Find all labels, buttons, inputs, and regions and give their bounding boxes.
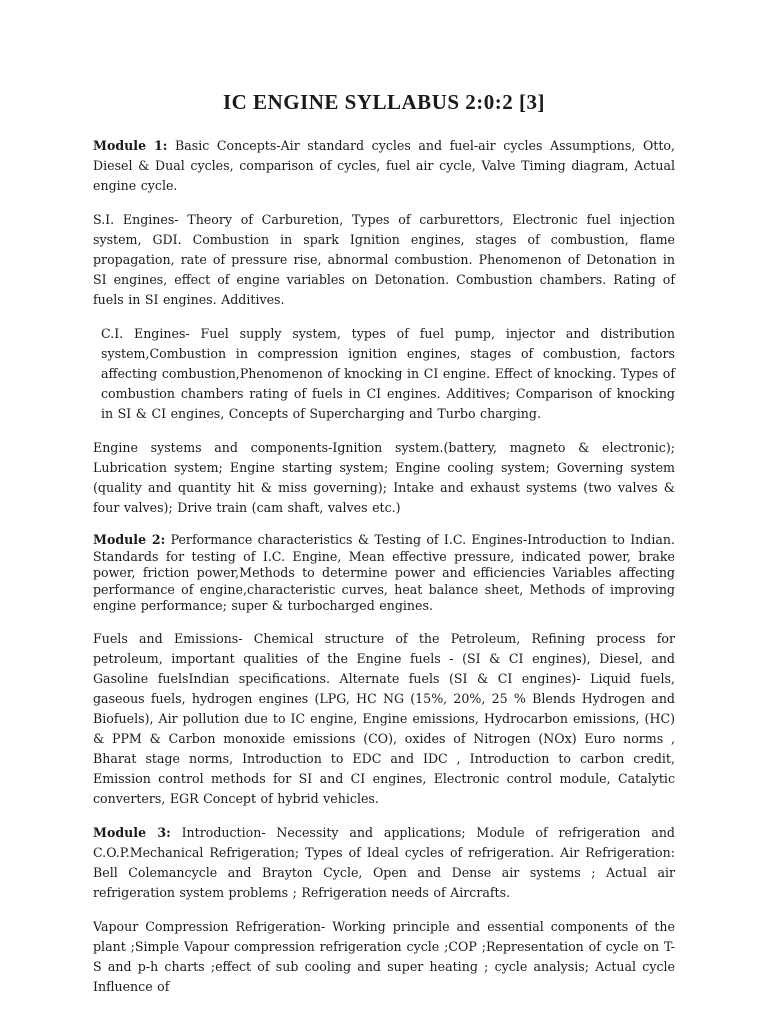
- paragraph-text: Fuels and Emissions- Chemical structure of the Petroleum, Refining process for petroleum, important qualities of the Engine fuels - (SI & CI engines), Diesel, and Gasoline fuelsIndian specifications. Alternate fuels (SI & CI engines)- Liquid fuels, gaseous fuels, hydrogen engines (LPG, HC NG (15%, 20%, 25 % Blends Hydrogen and Biofuels), Air pollution due to IC engine, Engine emissions, Hydrocarbon emissions, (HC) & PPM & Carbon monoxide emissions (CO), oxides of Nitrogen (NOx) Euro norms , Bharat stage norms, Introduction to EDC and IDC , Introduction to carbon credit, Emission control methods for SI and CI engines, Electronic control module, Catalytic converters, EGR Concept of hybrid vehicles.: [93, 630, 675, 806]
- paragraph-text: C.I. Engines- Fuel supply system, types of fuel pump, injector and distribution system,Combustion in compression ignition engines, stages of combustion, factors affecting combustion,Phenomenon of knocking in CI engine. Effect of knocking. Types of combustion chambers rating of fuels in CI engines. Additives; Comparison of knocking in SI & CI engines, Concepts of Supercharging and Turbo charging.: [101, 326, 675, 421]
- paragraph-text: S.I. Engines- Theory of Carburetion, Types of carburettors, Electronic fuel injection system, GDI. Combustion in spark Ignition engines, stages of combustion, flame propagation, rate of pressure rise, abnormal combustion. Phenomenon of Detonation in SI engines, effect of engine variables on Detonation. Combustion chambers. Rating of fuels in SI engines. Additives.: [93, 212, 675, 307]
- paragraph-fuels-emissions: [93, 629, 675, 809]
- paragraph-text: Basic Concepts-Air standard cycles and fuel-air cycles Assumptions, Otto, Diesel & Dual cycles, comparison of cycles, fuel air cycle, Valve Timing diagram, Actual engine cycle.: [93, 138, 675, 193]
- paragraph-vapour-compression: [93, 917, 675, 997]
- paragraph-text: Introduction- Necessity and applications; Module of refrigeration and C.O.P.Mechanical Refrigeration; Types of Ideal cycles of refrigeration. Air Refrigeration: Bell Colemancycle and Brayton Cycle, Open and Dense air systems ; Actual air refrigeration system problems ; Refrigeration needs of Aircrafts.: [93, 824, 675, 900]
- module-label: Module 2:: [93, 532, 166, 547]
- paragraph-module-1: [93, 136, 675, 196]
- module-label: Module 3:: [93, 824, 171, 840]
- document-title: IC ENGINE SYLLABUS 2:0:2 [3]: [222, 90, 546, 114]
- paragraph-text: Engine systems and components-Ignition system.(battery, magneto & electronic); Lubrication system; Engine starting system; Engine cooling system; Governing system (quality and quantity hit & miss governing); Intake and exhaust systems (two valves & four valves); Drive train (cam shaft, valves etc.): [93, 440, 675, 515]
- paragraph-ci-engines: [93, 324, 675, 424]
- paragraph-module-3: [93, 823, 675, 903]
- paragraph-si-engines: [93, 210, 675, 310]
- paragraph-module-2: [93, 532, 675, 615]
- paragraph-engine-systems: [93, 438, 675, 518]
- paragraph-text: Performance characteristics & Testing of I.C. Engines-Introduction to Indian. Standards for testing of I.C. Engine, Mean effective pressure, indicated power, brake power, friction power,Methods to determine power and efficiencies Variables affecting performance of engine,characteristic curves, heat balance sheet, Methods of improving engine performance; super & turbocharged engines.: [93, 532, 675, 613]
- paragraph-text: Vapour Compression Refrigeration- Working principle and essential components of the plant ;Simple Vapour compression refrigeration cycle ;COP ;Representation of cycle on T-S and p-h charts ;effect of sub cooling and super heating ; cycle analysis; Actual cycle Influence of: [93, 918, 675, 994]
- module-label: Module 1:: [93, 138, 168, 153]
